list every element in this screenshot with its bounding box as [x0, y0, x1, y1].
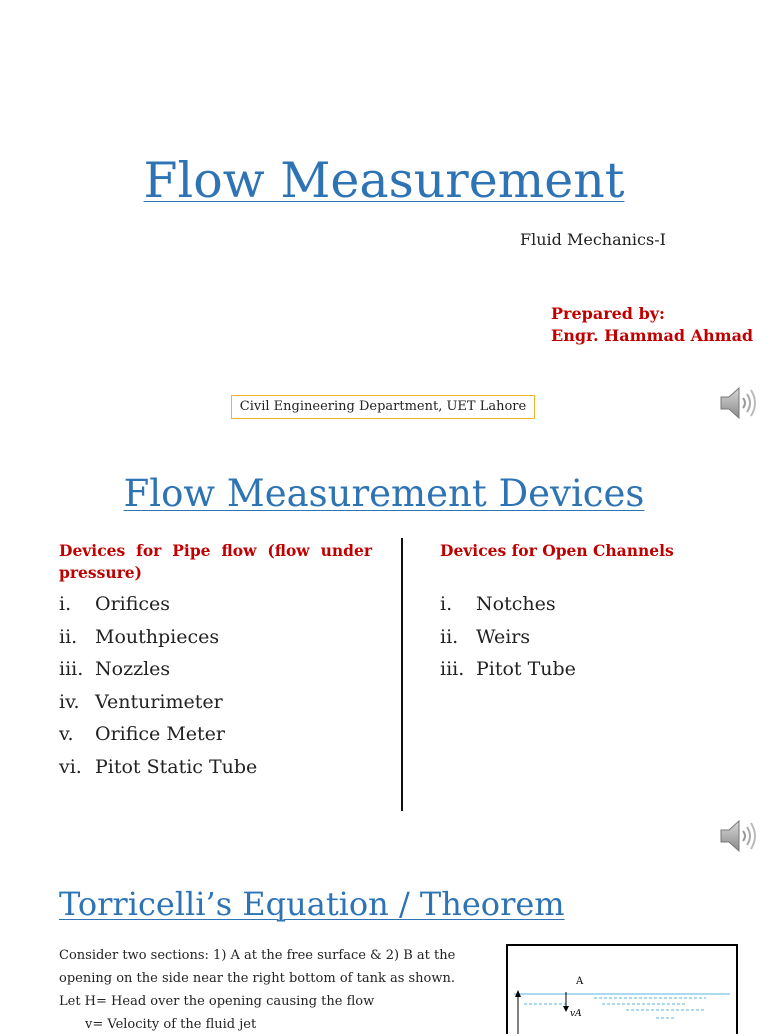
list-item: iii. Nozzles	[59, 658, 171, 680]
list-item: i. Notches	[440, 593, 556, 615]
figure-label-va: vA	[570, 1009, 582, 1019]
figure-label-a: A	[576, 976, 584, 987]
list-item: iii. Pitot Tube	[440, 658, 576, 680]
torricelli-description	[59, 944, 489, 1036]
description-line: Consider two sections: 1) A at the free surface & 2) B at the opening on the side near the right bottom of tank as shown.	[59, 948, 456, 986]
description-line: v= Velocity of the fluid jet	[85, 1017, 257, 1032]
list-item: vi. Pitot Static Tube	[59, 755, 258, 778]
list-item: i. Orifices	[59, 593, 171, 615]
slide3-title: Torricelli’s Equation / Theorem	[59, 885, 565, 923]
slide2-title: Flow Measurement Devices	[123, 472, 645, 515]
tank-figure	[506, 944, 738, 1034]
department-box: Civil Engineering Department, UET Lahore	[231, 395, 535, 419]
prepared-by-label: Prepared by:	[551, 304, 665, 323]
list-item: ii. Weirs	[440, 625, 531, 648]
author-name: Engr. Hammad Ahmad	[551, 326, 754, 345]
open-channel-heading: Devices for Open Channels	[440, 541, 674, 560]
list-item: v. Orifice Meter	[59, 723, 225, 745]
list-item: ii. Mouthpieces	[59, 625, 220, 648]
open-channel-device-list	[440, 588, 740, 686]
column-divider	[401, 538, 403, 811]
slide1-subtitle: Fluid Mechanics-I	[520, 230, 666, 249]
slide1-title: Flow Measurement	[143, 152, 625, 209]
pipe-flow-device-list	[59, 588, 389, 783]
description-line: Let H= Head over the opening causing the flow	[59, 994, 375, 1009]
speaker-icon[interactable]	[718, 818, 758, 854]
speaker-icon[interactable]	[718, 385, 758, 421]
list-item: iv. Venturimeter	[59, 690, 223, 713]
pipe-flow-heading: Devices for Pipe flow (flow under pressure)	[59, 541, 372, 582]
